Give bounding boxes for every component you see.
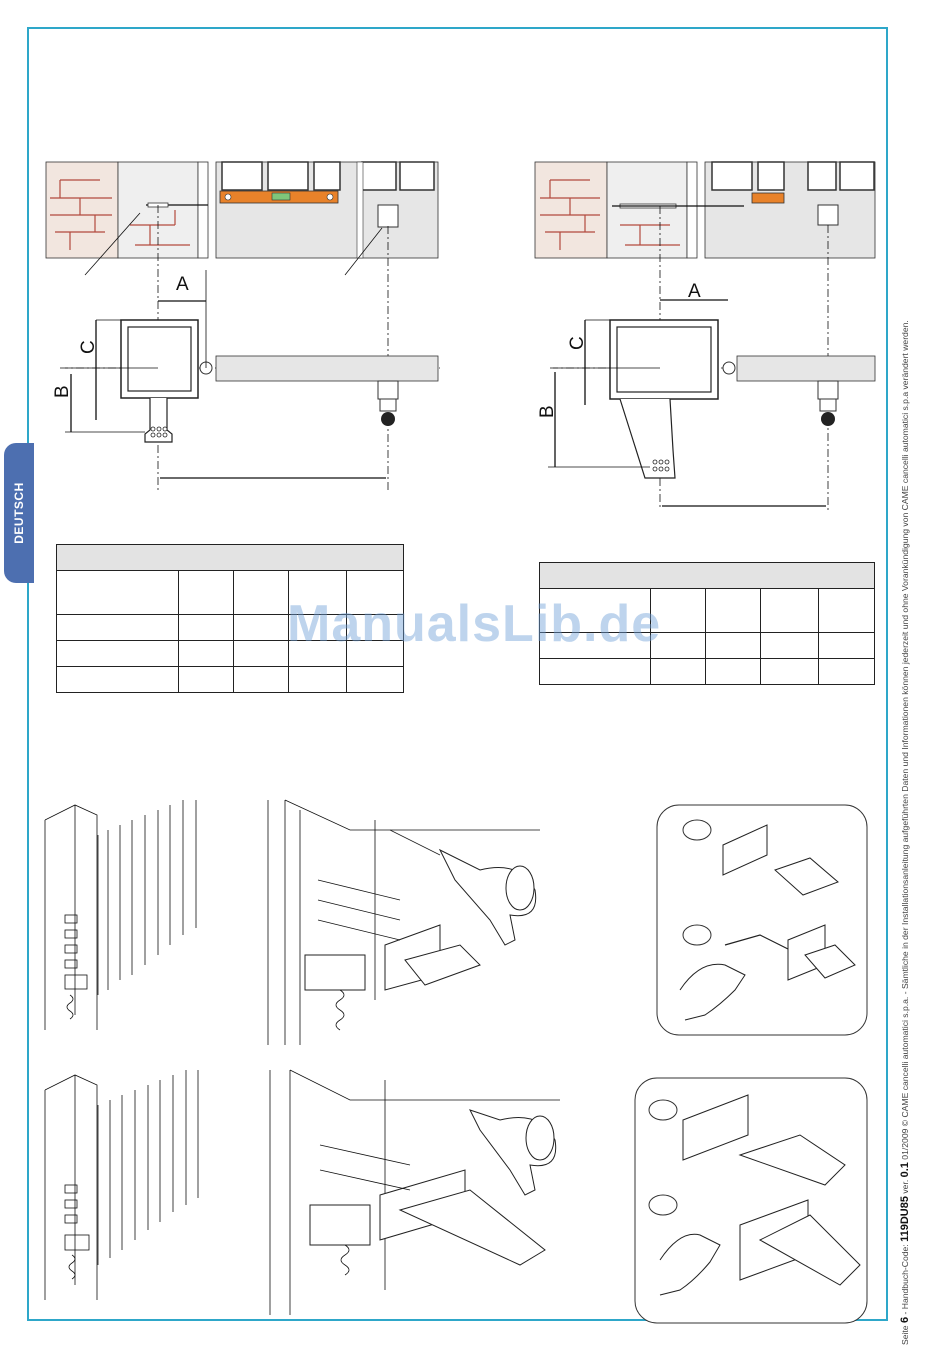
dim-a-label-right: A bbox=[688, 281, 701, 302]
gate-sketch-bottom bbox=[45, 1070, 198, 1300]
wall-brick-icon bbox=[46, 162, 198, 258]
spirit-level-icon bbox=[220, 191, 338, 203]
drill-mounting-top bbox=[268, 800, 540, 1045]
drill-mounting-bottom bbox=[270, 1070, 560, 1315]
dim-c-label-right: C bbox=[567, 336, 588, 350]
dim-b-label: B bbox=[52, 385, 73, 398]
manual-code: 119DU85 bbox=[899, 1196, 911, 1242]
page-number: 6 bbox=[899, 1316, 911, 1324]
watermark: ManualsLib.de bbox=[287, 595, 662, 653]
welding-inset-bottom bbox=[635, 1078, 867, 1323]
drill-icon bbox=[390, 830, 536, 945]
anchor-plate-icon bbox=[385, 925, 480, 990]
legal-notice: 01/2009 © CAME cancelli automatici s.p.a. - Sämtliche in der Installationsanleitung aufgeführten Daten und Informationen können jederzeit und ohne Vorankündigung von CAME cancelli automatici s.p.a verändert werden. bbox=[900, 320, 910, 1163]
dim-a-label: A bbox=[176, 274, 189, 295]
footer-note: Seite 6 - Handbuch-Code: 119DU85 ver. 0.1 01/2009 © CAME cancelli automatici s.p.a. - Sämtliche in der Installationsanleitung aufgeführten Daten und Informationen können jederzeit und ohne Vorankündigung von CAME cancelli automatici s.p.a verändert werden. bbox=[899, 320, 911, 1345]
dim-b-label-right: B bbox=[537, 405, 558, 418]
welding-inset-top bbox=[657, 805, 867, 1035]
language-tab-label: DEUTSCH bbox=[12, 482, 26, 544]
diagram-right bbox=[535, 162, 875, 510]
diagram-left bbox=[46, 162, 440, 490]
manual-version: 0.1 bbox=[899, 1162, 911, 1178]
dim-c-label: C bbox=[78, 340, 99, 354]
gate-sketch-top bbox=[45, 800, 196, 1030]
